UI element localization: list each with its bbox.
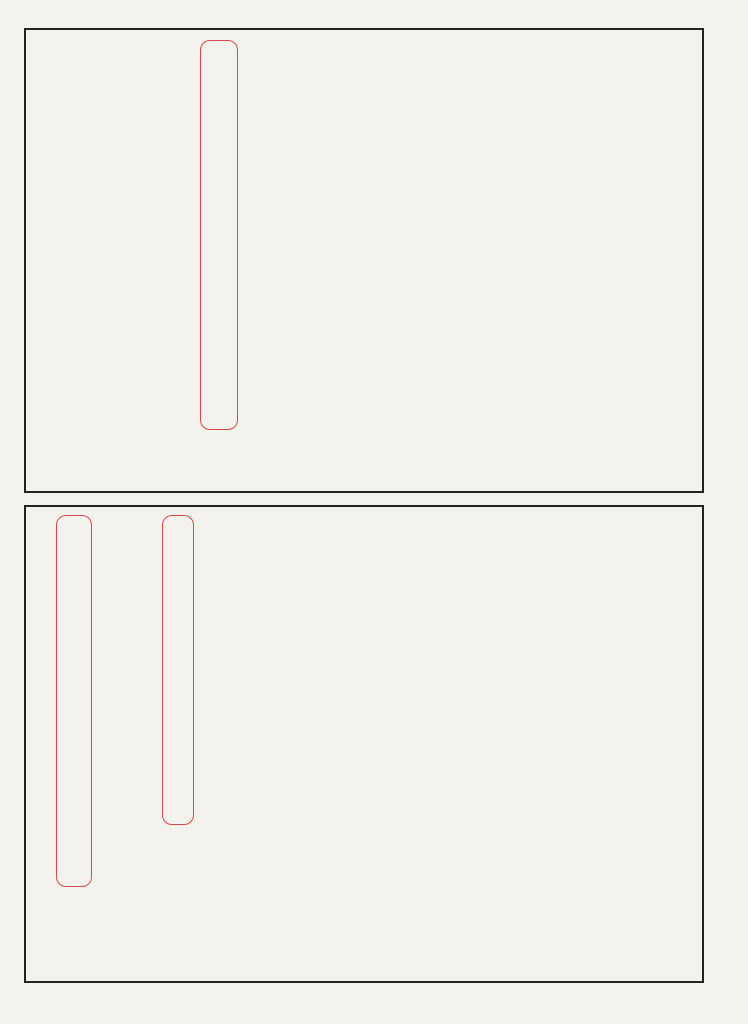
roster-table-top	[24, 28, 704, 493]
roster-table-bottom	[24, 505, 704, 983]
